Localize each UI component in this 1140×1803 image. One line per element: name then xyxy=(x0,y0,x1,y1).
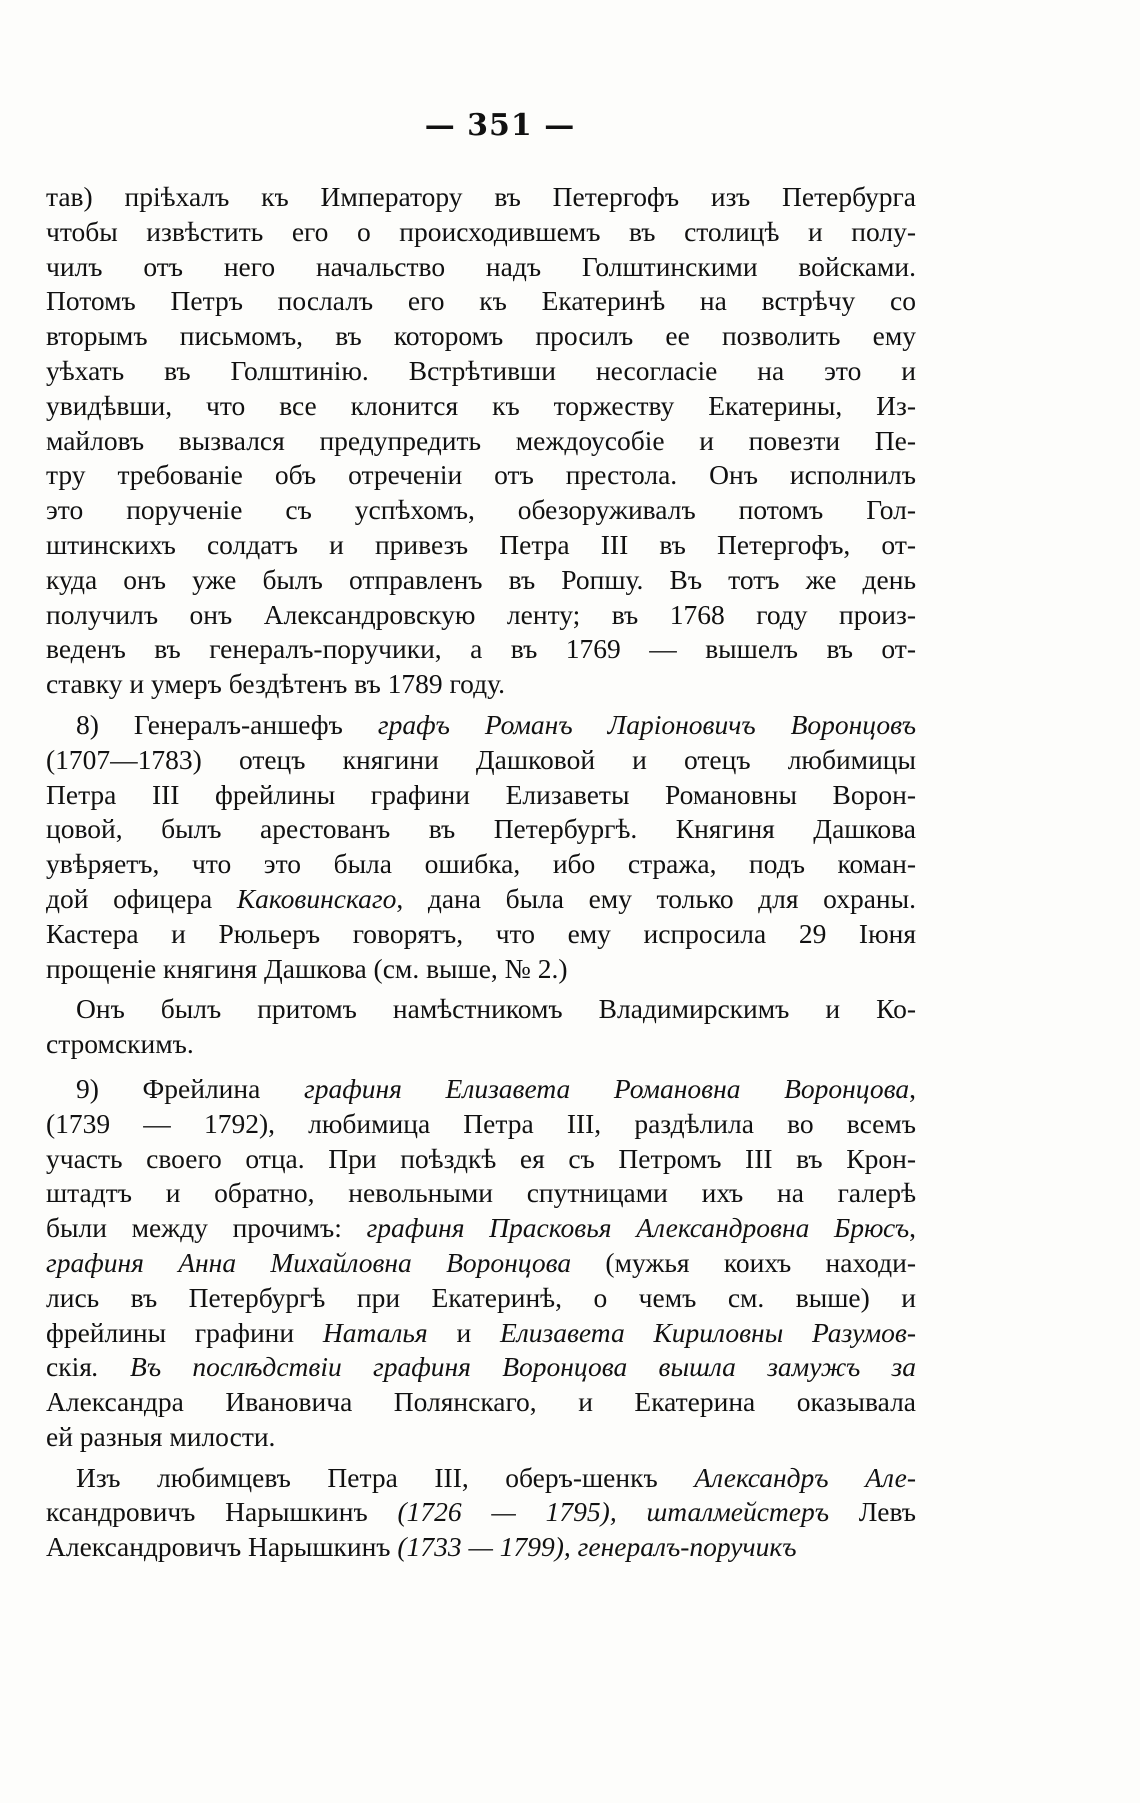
text-line: были между прочимъ: графиня Прасковья Александровна Брюсъ, xyxy=(46,1212,916,1244)
text-line: лись въ Петербургѣ при Екатеринѣ, о чемъ см. выше) и xyxy=(46,1281,916,1313)
text-line: Онъ былъ притомъ намѣстникомъ Владимирскимъ и Ко- xyxy=(76,993,916,1025)
paragraph xyxy=(46,708,916,986)
text-line: участь своего отца. При поѣздкѣ ея съ Петромъ III въ Крон- xyxy=(46,1142,916,1174)
text-line: получилъ онъ Александровскую ленту; въ 1768 году произ- xyxy=(46,598,916,630)
text-line: тру требованіе объ отреченіи отъ престола. Онъ исполнилъ xyxy=(46,459,916,491)
italic-name: Елизавета Кириловны Разумов- xyxy=(499,1316,916,1348)
text-line: Кастера и Рюльеръ говорятъ, что ему испросила 29 Іюня xyxy=(46,917,916,949)
text-line: вторымъ письмомъ, въ которомъ просилъ ее позволить ему xyxy=(46,320,916,352)
italic-name: Наталья xyxy=(322,1316,428,1348)
text-line: ксандровичъ Нарышкинъ (1726 — 1795), шталмейстеръ Левъ xyxy=(46,1496,916,1528)
body-text xyxy=(46,180,916,1565)
text-line: веденъ въ генералъ-поручики, а въ 1769 — вышелъ въ от- xyxy=(46,633,916,665)
italic-name: Каковинскаго xyxy=(236,882,397,914)
italic-name: графиня Елизавета Романовна Воронцова xyxy=(303,1072,910,1104)
text-line: куда онъ уже былъ отправленъ въ Ропшу. Въ тотъ же день xyxy=(46,563,916,595)
page-number: — 351 — xyxy=(424,108,576,143)
italic-name: графиня Анна Михайловна Воронцова xyxy=(46,1246,572,1278)
text-line: Александровичъ Нарышкинъ (1733 — 1799), генералъ-поручикъ xyxy=(46,1531,797,1563)
italic-name: Александръ Але- xyxy=(694,1461,916,1493)
paragraph xyxy=(46,1072,916,1455)
text-line: 9) Фрейлина графиня Елизавета Романовна Воронцова, xyxy=(76,1072,917,1104)
text-line: увидѣвши, что все клонится къ торжеству Екатерины, Из- xyxy=(46,389,916,421)
text-line: (1739 — 1792), любимица Петра III, раздѣлила во всемъ xyxy=(46,1107,916,1139)
text-line: это порученіе съ успѣхомъ, обезоруживалъ потомъ Гол- xyxy=(46,494,916,526)
text-line: (1707—1783) отецъ княгини Дашковой и отецъ любимицы xyxy=(46,743,916,775)
text-line: цовой, былъ арестованъ въ Петербургѣ. Княгиня Дашкова xyxy=(46,813,916,845)
text-line: майловъ вызвался предупредить междоусобіе и повезти Пе- xyxy=(46,424,916,456)
text-line: Петра III фрейлины графини Елизаветы Романовны Ворон- xyxy=(46,778,916,810)
text-line: ей разныя милости. xyxy=(46,1420,276,1452)
italic-name: графъ Романъ Ларіоновичъ Воронцовъ xyxy=(377,708,916,740)
paragraph xyxy=(46,180,916,702)
text-line: тав) пріѣхалъ къ Императору въ Петергофъ изъ Петербурга xyxy=(46,181,916,212)
text-line: чтобы извѣстить его о происходившемъ въ столицѣ и полу- xyxy=(46,215,916,247)
text-line: чилъ отъ него начальство надъ Голштинскими войсками. xyxy=(46,250,916,282)
text-line: увѣряетъ, что это была ошибка, ибо стража, подъ коман- xyxy=(46,848,916,880)
text-line: графиня Анна Михайловна Воронцова (мужья коихъ находи- xyxy=(46,1246,916,1278)
italic-name: графиня Прасковья Александровна Брюсъ xyxy=(366,1212,910,1244)
text-line: Потомъ Петръ послалъ его къ Екатеринѣ на встрѣчу со xyxy=(46,285,916,317)
text-line: Александра Ивановича Полянскаго, и Екатерина оказывала xyxy=(46,1386,916,1418)
text-line: ставку и умеръ бездѣтенъ въ 1789 году. xyxy=(46,668,505,700)
text-line: дой офицера Каковинскаго, дана была ему только для охраны. xyxy=(46,882,916,914)
text-line: прощеніе княгиня Дашкова (см. выше, № 2.) xyxy=(46,952,568,984)
paragraph xyxy=(46,992,916,1062)
text-line: фрейлины графини Наталья и Елизавета Кириловны Разумов- xyxy=(46,1316,916,1348)
italic-name: (1733 — 1799), генералъ-поручикъ xyxy=(390,1531,797,1563)
text-line: скія. Въ послѣдствіи графиня Воронцова вышла замужъ за xyxy=(46,1351,916,1383)
text-line: штинскихъ солдатъ и привезъ Петра III въ Петергофъ, от- xyxy=(46,528,916,560)
text-line: Изъ любимцевъ Петра III, оберъ-шенкъ Александръ Але- xyxy=(76,1461,916,1493)
text-line: штадтъ и обратно, невольными спутницами ихъ на галерѣ xyxy=(46,1177,916,1209)
text-line: стромскимъ. xyxy=(46,1028,194,1060)
text-line: уѣхать въ Голштинію. Встрѣтивши несогласіе на это и xyxy=(46,354,916,386)
text-line: 8) Генералъ-аншефъ графъ Романъ Ларіоновичъ Воронцовъ xyxy=(76,708,916,740)
paragraph xyxy=(46,1461,916,1565)
italic-name: (1726 — 1795), шталмейстеръ xyxy=(367,1496,859,1528)
italic-name: . Въ послѣдствіи графиня Воронцова вышла замужъ за xyxy=(91,1351,916,1383)
